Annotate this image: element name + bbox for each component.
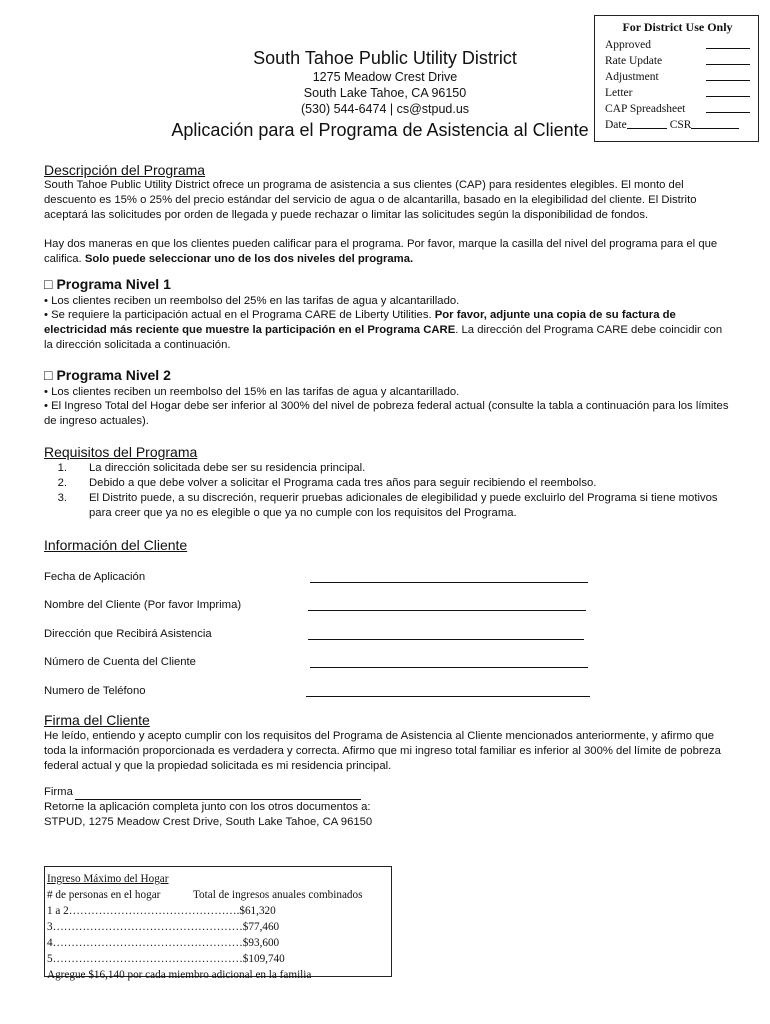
level1-bullet2: [44, 308, 734, 353]
district-row-blank[interactable]: [706, 101, 750, 113]
income-persons: 1 a 2: [47, 905, 69, 917]
district-row-letter: [605, 85, 750, 101]
service-address-input[interactable]: [308, 627, 584, 640]
description-paragraph: South Tahoe Public Utility District ofrece un programa de asistencia a sus clientes (CAP) para residentes elegibles. El monto del descuento es 15% o 25% del precio estándar del servicio de agua o de alcantarilla, basado en la elegibilidad del cliente. El Distrito aceptará las solicitudes por orden de llegada y puede rechazar o limitar las solicitudes según la disponibilidad de fondos.: [44, 179, 697, 221]
field-label: Numero de Teléfono: [44, 685, 146, 697]
level2-checkbox[interactable]: □: [44, 367, 53, 383]
field-label: Dirección que Recibirá Asistencia: [44, 628, 212, 640]
district-row-label: Letter: [605, 87, 633, 99]
income-amount: $77,460: [242, 921, 280, 933]
document-title: Aplicación para el Programa de Asistencia al Cliente: [171, 120, 589, 140]
income-dots: ……………………………………………: [52, 921, 243, 933]
field-application-date: [44, 570, 604, 583]
level2-heading: [44, 367, 171, 383]
requirement-text: La dirección solicitada debe ser su residencia principal.: [89, 462, 366, 474]
requirement-num: 1.: [57, 462, 67, 474]
district-row-approved: [605, 37, 750, 53]
income-dots: ……………………………………………: [52, 953, 243, 965]
income-limit-table: [44, 866, 392, 981]
qualify-paragraph: [44, 237, 734, 267]
district-row-label: Rate Update: [605, 55, 663, 67]
income-row: [47, 903, 388, 919]
requirement-item: [44, 476, 734, 491]
income-row: [47, 935, 388, 951]
district-row-label: Adjustment: [605, 71, 659, 83]
col-income-header: Total de ingresos anuales combinados: [193, 889, 363, 901]
district-row-blank[interactable]: [706, 53, 750, 65]
income-amount: $93,600: [242, 937, 280, 949]
return-instructions: Retorne la aplicación completa junto con los otros documentos a:: [44, 801, 371, 813]
qualify-text: Hay dos maneras en que los clientes pueden calificar para el programa. Por favor, marque la casilla del nivel del programa para el que califica.: [44, 238, 718, 265]
requirement-item: [44, 491, 734, 521]
signature-field: [44, 785, 734, 800]
district-row-adjustment: [605, 69, 750, 85]
level1-heading: [44, 276, 171, 292]
field-label: Nombre del Cliente (Por favor Imprima): [44, 599, 242, 611]
requirements-heading: Requisitos del Programa: [44, 444, 198, 460]
org-name: South Tahoe Public Utility District: [253, 48, 517, 68]
level2-bullet2: • El Ingreso Total del Hogar debe ser inferior al 300% del nivel de pobreza federal actual (consulte la tabla a continuación para los límites de ingreso actuales).: [44, 400, 729, 427]
level1-b2-tail: . La dirección del Programa CARE debe coincidir con la dirección solicitada a continuación.: [44, 324, 723, 351]
requirement-item: [44, 461, 734, 476]
requirement-num: 2.: [57, 477, 67, 489]
level1-bullet1: • Los clientes reciben un reembolso del 25% en las tarifas de agua y alcantarillado.: [44, 295, 460, 307]
district-row-date-csr: [605, 117, 750, 133]
customer-name-input[interactable]: [308, 598, 586, 611]
requirement-text: Debido a que debe volver a solicitar el Programa cada tres años para seguir recibiendo el reembolso.: [89, 477, 597, 489]
field-account-number: [44, 655, 604, 668]
date-label: Date: [605, 119, 627, 131]
customer-info-heading: Información del Cliente: [44, 537, 188, 553]
application-date-input[interactable]: [310, 570, 588, 583]
signature-input[interactable]: [75, 787, 361, 800]
income-dots: ……………………………………………: [52, 937, 243, 949]
signature-statement: He leído, entiendo y acepto cumplir con los requisitos del Programa de Asistencia al Cliente mencionados anteriormente, y afirmo que toda la información proporcionada es verdadera y correcta. Afirmo que mi ingreso total familiar es inferior al 300% del límite de pobreza federal actual y que la propiedad solicitada es mi residencia principal.: [44, 730, 721, 772]
level2-title: Programa Nivel 2: [56, 367, 171, 383]
phone-number-input[interactable]: [306, 684, 590, 697]
requirement-num: 3.: [57, 492, 67, 504]
income-row: [47, 951, 388, 967]
field-phone-number: [44, 684, 604, 697]
level1-b2-bold: Por favor, adjunte una copia de su factura de electricidad más reciente que muestre la participación en el Programa CARE: [44, 309, 676, 336]
signature-heading: Firma del Cliente: [44, 712, 150, 728]
org-address-line1: 1275 Meadow Crest Drive: [312, 70, 458, 84]
col-persons-header: # de personas en el hogar: [47, 889, 161, 901]
district-use-title: For District Use Only: [622, 20, 733, 34]
district-use-box: [594, 15, 759, 142]
account-number-input[interactable]: [310, 655, 588, 668]
org-address-line2: South Lake Tahoe, CA 96150: [303, 86, 467, 100]
district-row-blank[interactable]: [706, 69, 750, 81]
district-row-rate-update: [605, 53, 750, 69]
requirement-text: El Distrito puede, a su discreción, requerir pruebas adicionales de elegibilidad y puede excluirlo del Programa si tiene motivos para creer que ya no es elegible o que ya no cumple con los requisitos del Programa.: [89, 492, 718, 519]
date-blank[interactable]: [627, 117, 667, 129]
org-contact: (530) 544-6474 | cs@stpud.us: [300, 102, 470, 116]
field-label: Número de Cuenta del Cliente: [44, 656, 196, 668]
requirements-list: [44, 461, 734, 521]
district-row-label: CAP Spreadsheet: [605, 103, 686, 115]
level1-checkbox[interactable]: □: [44, 276, 53, 292]
district-row-cap-spreadsheet: [605, 101, 750, 117]
district-row-blank[interactable]: [706, 37, 750, 49]
field-label: Fecha de Aplicación: [44, 571, 146, 583]
csr-label: CSR: [669, 119, 692, 131]
district-row-blank[interactable]: [706, 85, 750, 97]
qualify-note: Solo puede seleccionar uno de los dos niveles del programa.: [84, 253, 414, 265]
field-customer-name: [44, 598, 604, 611]
income-table-title: Ingreso Máximo del Hogar: [47, 873, 169, 885]
income-persons: 5: [47, 953, 53, 965]
income-row: [47, 919, 388, 935]
income-table-header: [47, 887, 388, 903]
level1-b2-text: • Se requiere la participación actual en el Programa CARE de Liberty Utilities.: [44, 309, 435, 321]
description-heading: Descripción del Programa: [44, 162, 206, 178]
district-row-label: Approved: [605, 39, 651, 51]
field-service-address: [44, 627, 604, 640]
income-persons: 4: [47, 937, 53, 949]
income-dots: ……………………………………….: [68, 905, 240, 917]
return-address: STPUD, 1275 Meadow Crest Drive, South Lake Tahoe, CA 96150: [44, 816, 373, 828]
income-table-footer: Agregue $16,140 por cada miembro adicional en la familia: [47, 969, 312, 981]
csr-blank[interactable]: [691, 117, 739, 129]
level1-title: Programa Nivel 1: [56, 276, 171, 292]
income-persons: 3: [47, 921, 53, 933]
signature-label: Firma: [44, 786, 73, 798]
level2-bullet1: • Los clientes reciben un reembolso del 15% en las tarifas de agua y alcantarillado.: [44, 386, 460, 398]
income-amount: $61,320: [239, 905, 276, 917]
income-amount: $109,740: [242, 953, 285, 965]
